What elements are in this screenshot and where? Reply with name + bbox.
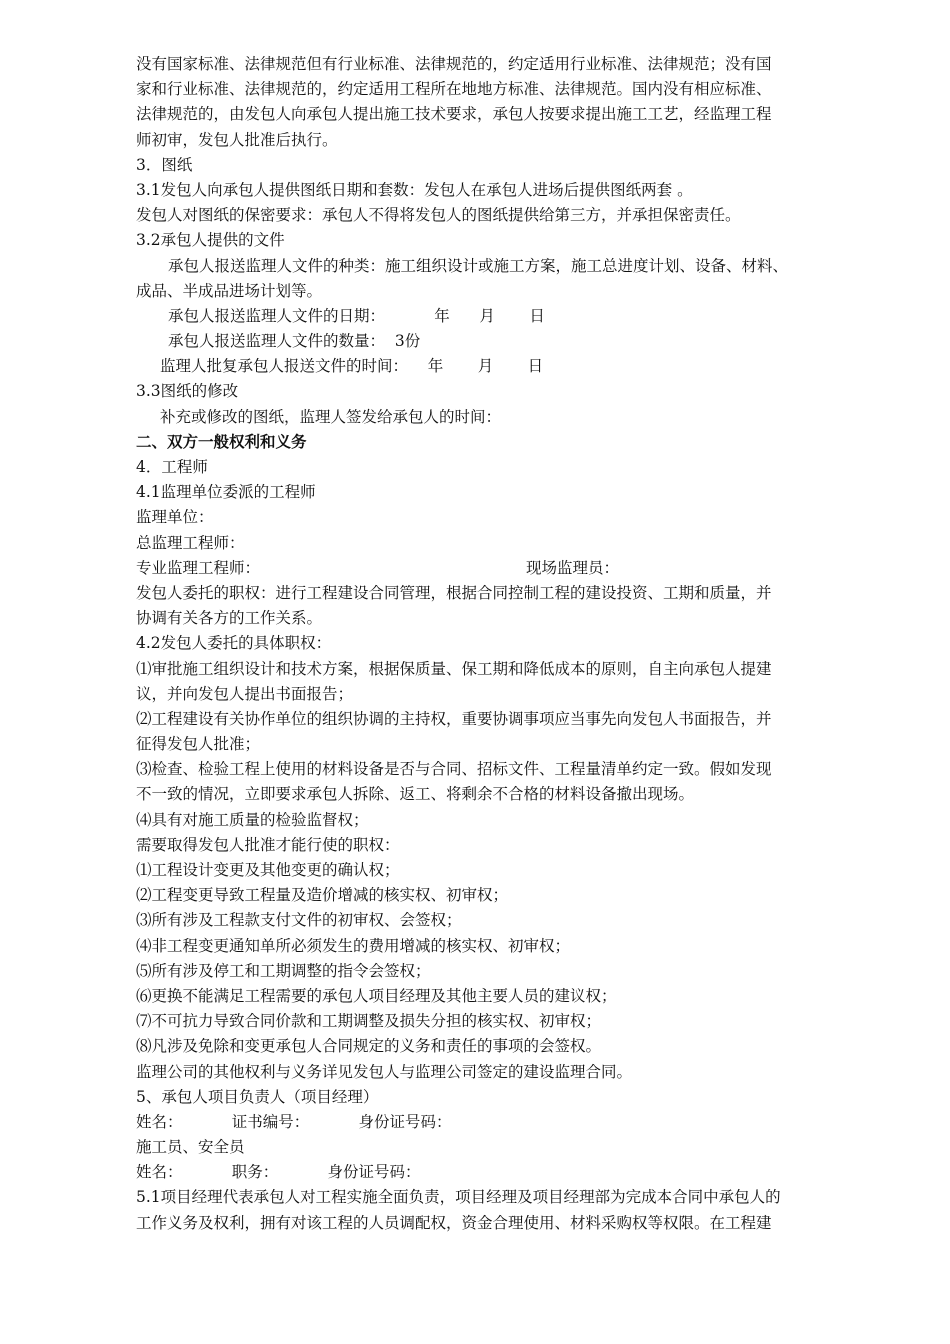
subsection-heading: 4.2发包人委托的具体职权： <box>136 634 332 653</box>
form-field-line: 监理单位： <box>136 508 214 527</box>
text-line: 承包人报送监理人文件的日期： 年 月 日 <box>168 306 545 325</box>
text-line: 监理公司的其他权利与义务详见发包人与监理公司签定的建设监理合同。 <box>136 1062 633 1081</box>
list-item: ⑻凡涉及免除和变更承包人合同规定的义务和责任的事项的会签权。 <box>136 1037 602 1056</box>
form-field-line: 姓名： 职务： 身份证号码： <box>136 1163 421 1182</box>
list-item: ⑷非工程变更通知单所必须发生的费用增减的核实权、初审权； <box>136 936 571 955</box>
text-line: 监理人批复承包人报送文件的时间： 年 月 日 <box>160 357 544 376</box>
list-item: ⑸所有涉及停工和工期调整的指令会签权； <box>136 961 431 980</box>
text-line: 承包人报送监理人文件的种类：施工组织设计或施工方案，施工总进度计划、设备、材料、 <box>168 256 789 275</box>
text-line: 发包人委托的职权：进行工程建设合同管理，根据合同控制工程的建设投资、工期和质量，并 <box>136 583 772 602</box>
list-item: ⑵工程变更导致工程量及造价增减的核实权、初审权； <box>136 886 509 905</box>
form-field-line: 姓名： 证书编号： 身份证号码： <box>136 1112 452 1131</box>
list-item: ⑶所有涉及工程款支付文件的初审权、会签权； <box>136 911 462 930</box>
text-line: 法律规范的，由发包人向承包人提出施工技术要求，承包人按要求提出施工工艺，经监理工程 <box>136 105 772 124</box>
text-line: 没有国家标准、法律规范但有行业标准、法律规范的，约定适用行业标准、法律规范；没有国 <box>136 55 772 73</box>
text-line: 师初审，发包人批准后执行。 <box>136 130 338 149</box>
section-heading: 3．图纸 <box>136 155 193 174</box>
list-item: ⑷具有对施工质量的检验监督权； <box>136 810 369 829</box>
text-line: 承包人报送监理人文件的数量： 3份 <box>168 332 421 351</box>
list-item: ⑺不可抗力导致合同价款和工期调整及损失分担的核实权、初审权； <box>136 1012 602 1031</box>
list-item: ⑶检查、检验工程上使用的材料设备是否与合同、招标文件、工程量清单约定一致。假如发现 <box>136 760 772 779</box>
document-page <box>136 52 841 1236</box>
text-line: 议，并向发包人提出书面报告； <box>136 684 354 703</box>
text-line: 3.1发包人向承包人提供图纸日期和套数：发包人在承包人进场后提供图纸两套 。 <box>136 180 693 199</box>
section-heading: 4．工程师 <box>136 458 208 476</box>
text-line: 发包人对图纸的保密要求：承包人不得将发包人的图纸提供给第三方，并承担保密责任。 <box>136 206 741 225</box>
text-line: 5.1项目经理代表承包人对工程实施全面负责，项目经理及项目经理部为完成本合同中承包人的 <box>136 1188 781 1207</box>
list-item: ⑴审批施工组织设计和技术方案，根据保质量、保工期和降低成本的原则，自主向承包人提建 <box>136 659 772 678</box>
list-item: ⑵工程建设有关协作单位的组织协调的主持权，重要协调事项应当事先向发包人书面报告，并 <box>136 709 772 728</box>
list-item: ⑴工程设计变更及其他变更的确认权； <box>136 861 400 879</box>
chapter-heading: 二、双方一般权利和义务 <box>136 432 307 451</box>
text-line: 需要取得发包人批准才能行使的职权： <box>136 835 400 854</box>
subsection-heading: 3.2承包人提供的文件 <box>136 231 285 250</box>
form-field-line: 专业监理工程师： 现场监理员： <box>136 558 620 577</box>
subsection-heading: 3.3图纸的修改 <box>136 382 239 401</box>
form-field-line: 总监理工程师： <box>136 533 245 552</box>
section-heading: 5、承包人项目负责人（项目经理） <box>136 1087 379 1106</box>
text-line: 工作义务及权利，拥有对该工程的人员调配权，资金合理使用、材料采购权等权限。在工程建 <box>136 1213 772 1232</box>
text-line: 征得发包人批准； <box>136 735 261 754</box>
text-line: 施工员、安全员 <box>136 1138 245 1157</box>
text-line: 协调有关各方的工作关系。 <box>136 609 323 628</box>
list-item: ⑹更换不能满足工程需要的承包人项目经理及其他主要人员的建议权； <box>136 986 617 1005</box>
text-line: 家和行业标准、法律规范的，约定适用工程所在地地方标准、法律规范。国内没有相应标准、 <box>136 80 772 99</box>
text-line: 成品、半成品进场计划等。 <box>136 281 323 300</box>
subsection-heading: 4.1监理单位委派的工程师 <box>136 483 316 502</box>
text-line: 补充或修改的图纸，监理人签发给承包人的时间： <box>160 407 502 426</box>
text-line: 不一致的情况，立即要求承包人拆除、返工、将剩余不合格的材料设备撤出现场。 <box>136 785 695 804</box>
